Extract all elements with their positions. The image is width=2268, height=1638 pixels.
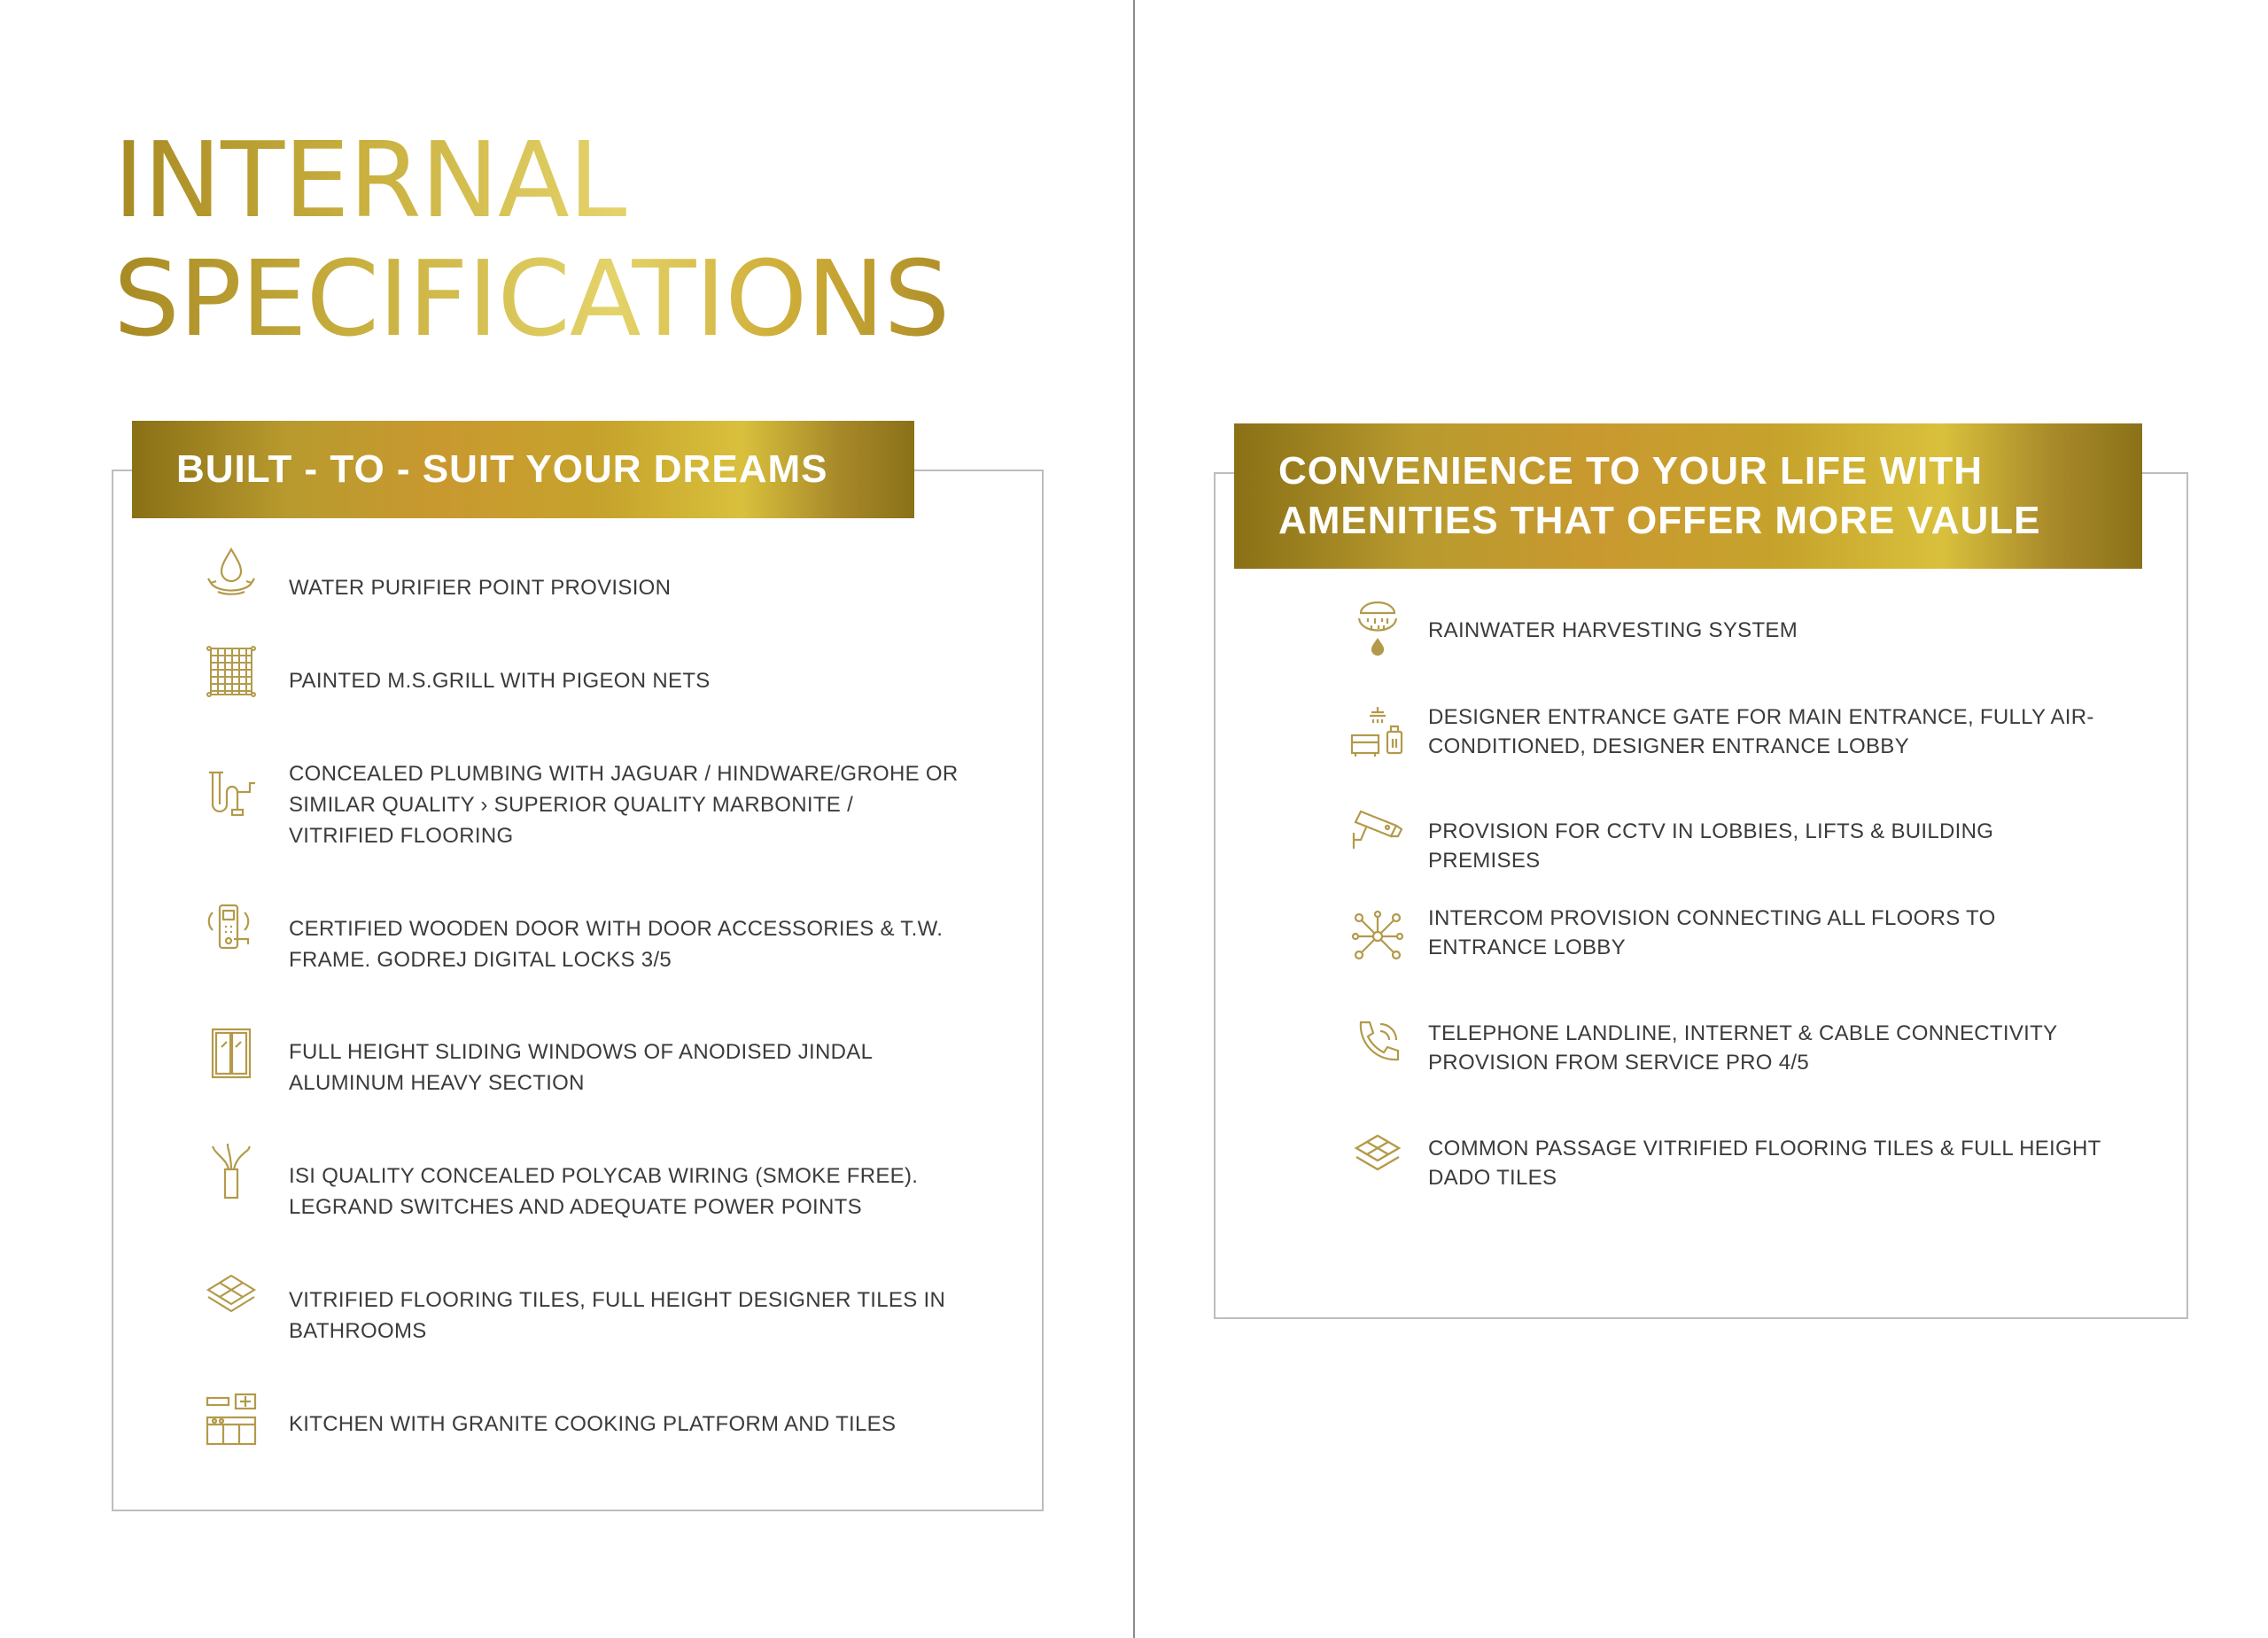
- spec-item-text: ISI QUALITY CONCEALED POLYCAB WIRING (SMOKE FREE). LEGRAND SWITCHES AND ADEQUATE POWER POINTS: [289, 1164, 919, 1219]
- right-heading-line-1: CONVENIENCE TO YOUR LIFE WITH: [1278, 449, 1983, 493]
- spec-item-text: FULL HEIGHT SLIDING WINDOWS OF ANODISED JINDAL ALUMINUM HEAVY SECTION: [289, 1040, 873, 1095]
- amenity-item-text: RAINWATER HARVESTING SYSTEM: [1428, 618, 1798, 642]
- left-spec-panel: [112, 470, 1044, 1511]
- telephone-icon: [1348, 1015, 1407, 1074]
- rainwater-icon: [1348, 599, 1407, 657]
- page-title: [113, 120, 949, 358]
- floor-tiles-icon: [1348, 1129, 1407, 1187]
- page-title-line-2: SPECIFICATIONS: [113, 237, 950, 360]
- wiring-icon: [202, 1143, 260, 1201]
- cctv-icon: [1348, 801, 1407, 859]
- spec-item-text: WATER PURIFIER POINT PROVISION: [289, 576, 672, 600]
- amenity-item-text: INTERCOM PROVISION CONNECTING ALL FLOORS TO ENTRANCE LOBBY: [1428, 906, 1996, 959]
- lobby-icon: [1348, 703, 1407, 762]
- amenity-item-text: TELEPHONE LANDLINE, INTERNET & CABLE CONNECTIVITY PROVISION FROM SERVICE PRO 4/5: [1428, 1021, 2057, 1075]
- grill-net-icon: [202, 643, 260, 702]
- amenity-item-text: COMMON PASSAGE VITRIFIED FLOORING TILES & FULL HEIGHT DADO TILES: [1428, 1137, 2101, 1190]
- spec-item-text: VITRIFIED FLOORING TILES, FULL HEIGHT DESIGNER TILES IN BATHROOMS: [289, 1288, 946, 1343]
- page-divider: [1133, 0, 1135, 1638]
- spec-item-text: CONCEALED PLUMBING WITH JAGUAR / HINDWARE/GROHE OR SIMILAR QUALITY › SUPERIOR QUALITY MARBONITE / VITRIFIED FLOORING: [289, 762, 959, 848]
- digital-lock-icon: [202, 900, 260, 959]
- right-section-heading: [1234, 423, 2142, 569]
- spec-item-text: PAINTED M.S.GRILL WITH PIGEON NETS: [289, 669, 711, 693]
- kitchen-icon: [202, 1391, 260, 1449]
- left-section-heading: BUILT - TO - SUIT YOUR DREAMS: [132, 421, 914, 518]
- amenity-item-text: PROVISION FOR CCTV IN LOBBIES, LIFTS & BUILDING PREMISES: [1428, 819, 1994, 873]
- sliding-window-icon: [202, 1024, 260, 1083]
- intercom-network-icon: [1348, 907, 1407, 966]
- right-heading-line-2: AMENITIES THAT OFFER MORE VAULE: [1278, 499, 2041, 542]
- page-title-line-1: INTERNAL: [113, 119, 626, 241]
- floor-tiles-icon: [202, 1269, 260, 1327]
- plumbing-pipe-icon: [202, 764, 260, 822]
- amenity-item-text: DESIGNER ENTRANCE GATE FOR MAIN ENTRANCE, FULLY AIR-CONDITIONED, DESIGNER ENTRANCE LOBBY: [1428, 705, 2094, 758]
- water-drop-icon: [202, 544, 260, 602]
- spec-item-text: CERTIFIED WOODEN DOOR WITH DOOR ACCESSORIES & T.W. FRAME. GODREJ DIGITAL LOCKS 3/5: [289, 917, 944, 972]
- spec-item-text: KITCHEN WITH GRANITE COOKING PLATFORM AND TILES: [289, 1412, 897, 1436]
